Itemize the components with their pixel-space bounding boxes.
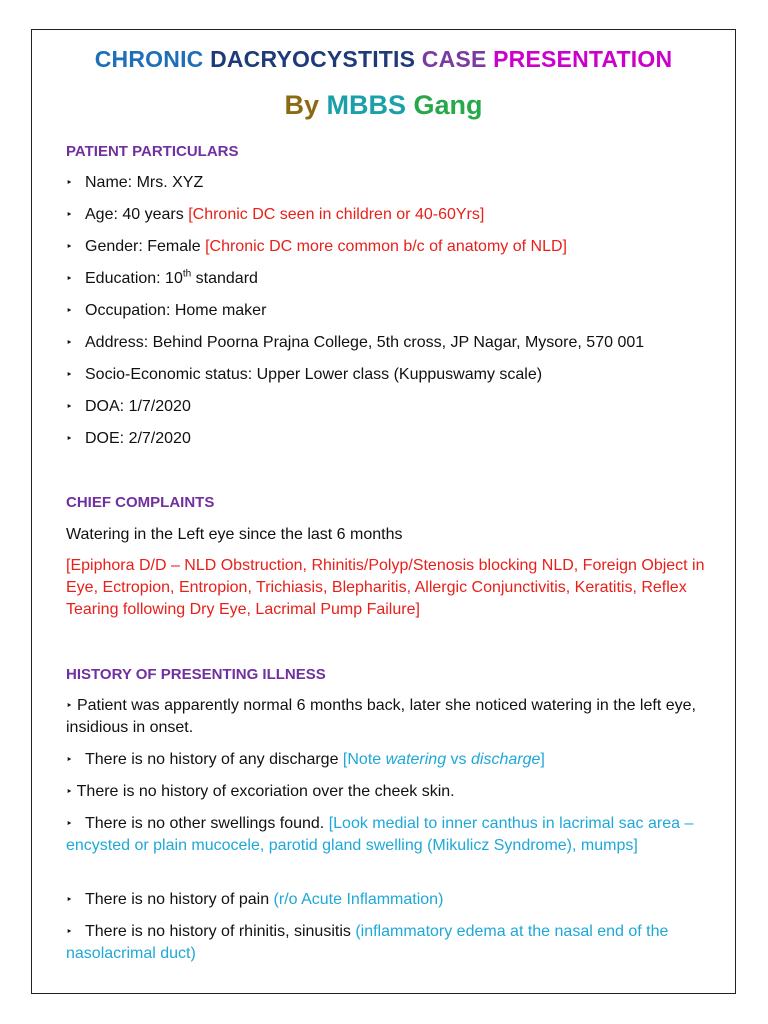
bullet-icon: ‣ [66, 786, 73, 798]
hpi-item-6: There is no history of rhinitis, sinusitis [85, 923, 351, 940]
patient-address: Address: Behind Poorna Prajna College, 5th cross, JP Nagar, Mysore, 570 001 [85, 334, 645, 351]
patient-age: Age: 40 years [85, 206, 184, 223]
title-word-case: CASE [421, 46, 487, 72]
hpi-item-5-note: (r/o Acute Inflammation) [273, 891, 444, 908]
bullet-icon: ‣ [66, 177, 73, 189]
hpi-item-1: Patient was apparently normal 6 months back, later she noticed watering in the left eye, insidious in onset. [66, 697, 696, 736]
bullet-icon: ‣ [66, 369, 73, 381]
title-word-dacryocystitis: DACRYOCYSTITIS [210, 46, 416, 72]
list-item-doe [66, 428, 711, 450]
list-item-hpi-6 [66, 921, 711, 965]
bullet-icon: ‣ [66, 894, 73, 906]
bullet-icon: ‣ [66, 273, 73, 285]
bullet-icon: ‣ [66, 209, 73, 221]
bullet-icon: ‣ [66, 926, 73, 938]
list-item-hpi-1 [66, 695, 711, 739]
complaint-note: [Epiphora D/D – NLD Obstruction, Rhinitis/Polyp/Stenosis blocking NLD, Foreign Object in Eye, Ectropion, Entropion, Trichiasis, Blepharitis, Allergic Conjunctivitis, Keratitis, Reflex Tearing following Dry Eye, Lacrimal Pump Failure] [66, 557, 705, 618]
patient-gender-note: [Chronic DC more common b/c of anatomy of NLD] [205, 238, 567, 255]
hpi-item-6-note: (inflammatory edema at the nasal end of the nasolacrimal duct) [66, 923, 669, 962]
bullet-icon: ‣ [66, 337, 73, 349]
section-heading-hpi: HISTORY OF PRESENTING ILLNESS [66, 666, 326, 683]
patient-occupation: Occupation: Home maker [85, 302, 267, 319]
bullet-icon: ‣ [66, 305, 73, 317]
list-item-hpi-3 [66, 781, 711, 803]
document-page [31, 29, 736, 994]
list-item-socio [66, 364, 711, 386]
list-item-address [66, 332, 711, 354]
list-item-hpi-5 [66, 889, 711, 911]
byline-mbbs: MBBS [326, 90, 406, 120]
document-title [32, 46, 735, 73]
bullet-icon: ‣ [66, 754, 73, 766]
patient-doe: DOE: 2/7/2020 [85, 430, 191, 447]
list-item-doa [66, 396, 711, 418]
hpi-item-4-note: [Look medial to inner canthus in lacrimal sac area – encysted or plain mucocele, parotid gland swelling (Mikulicz Syndrome), mumps] [66, 815, 694, 854]
list-item-education [66, 268, 711, 290]
hpi-item-2: There is no history of any discharge [85, 751, 339, 768]
section-heading-patient: PATIENT PARTICULARS [66, 143, 239, 160]
list-item-hpi-2 [66, 749, 711, 771]
list-item-age [66, 204, 711, 226]
section-heading-complaints: CHIEF COMPLAINTS [66, 494, 215, 511]
byline-by: By [284, 90, 319, 120]
hpi-item-2-note: [Note watering vs discharge] [342, 751, 545, 768]
complaint-text: Watering in the Left eye since the last 6 months [66, 526, 403, 543]
byline [32, 90, 735, 121]
patient-socio: Socio-Economic status: Upper Lower class (Kuppuswamy scale) [85, 366, 543, 383]
hpi-item-4: There is no other swellings found. [85, 815, 325, 832]
list-item-occupation [66, 300, 711, 322]
bullet-icon: ‣ [66, 700, 73, 712]
title-word-chronic: CHRONIC [94, 46, 204, 72]
bullet-icon: ‣ [66, 433, 73, 445]
hpi-item-5: There is no history of pain [85, 891, 270, 908]
hpi-item-3: There is no history of excoriation over the cheek skin. [76, 783, 455, 800]
byline-gang: Gang [413, 90, 483, 120]
list-item-name [66, 172, 711, 194]
title-word-presentation: PRESENTATION [493, 46, 673, 72]
patient-gender: Gender: Female [85, 238, 201, 255]
bullet-icon: ‣ [66, 241, 73, 253]
bullet-icon: ‣ [66, 818, 73, 830]
patient-age-note: [Chronic DC seen in children or 40-60Yrs] [188, 206, 485, 223]
patient-education: Education: 10th standard [85, 268, 258, 287]
patient-name: Name: Mrs. XYZ [85, 174, 204, 191]
list-item-gender [66, 236, 711, 258]
patient-doa: DOA: 1/7/2020 [85, 398, 191, 415]
list-item-hpi-4 [66, 813, 711, 857]
bullet-icon: ‣ [66, 401, 73, 413]
